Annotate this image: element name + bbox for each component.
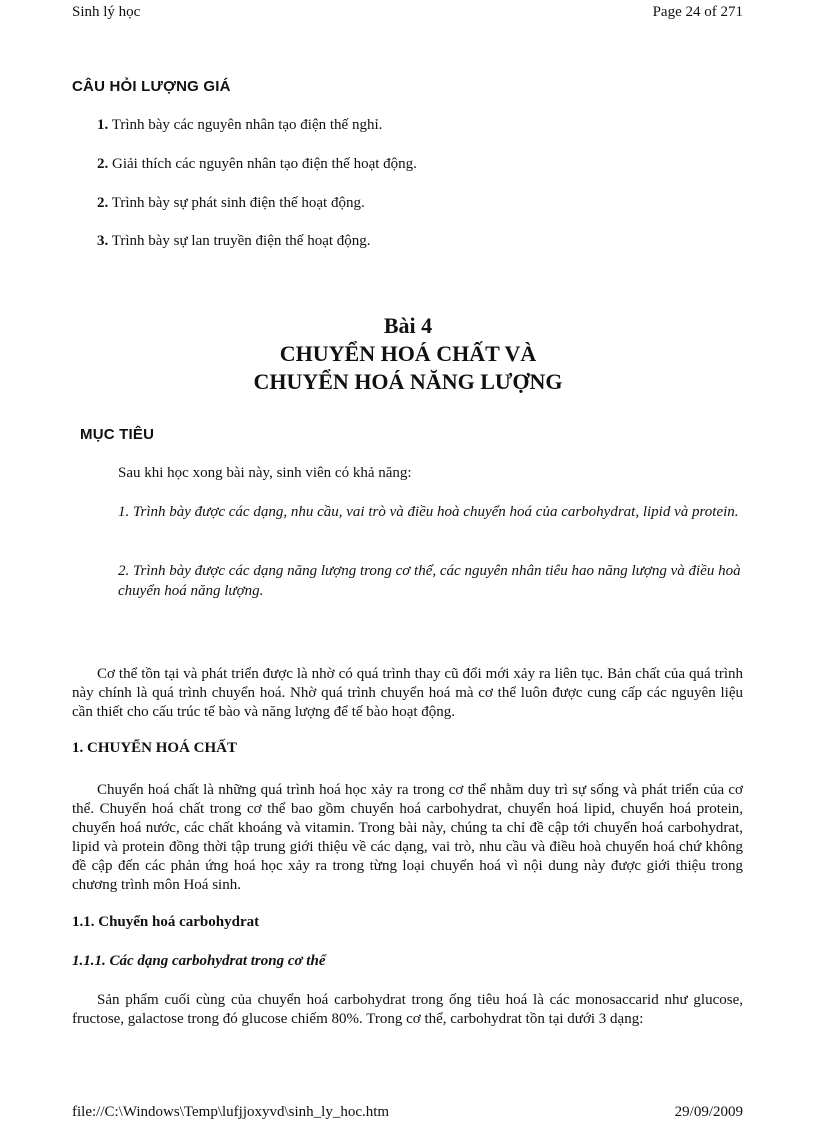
subsubsection-heading: 1.1.1. Các dạng carbohydrat trong cơ thể [72,953,326,969]
section-paragraph: Chuyển hoá chất là những quá trình hoá học xảy ra trong cơ thể nhằm duy trì sự sống và phát triển của cơ thể. Chuyển hoá chất trong cơ thể bao gồm chuyển hoá carbohydrat, chuyển hoá lipid, chuyển hoá protein, chuyển hoá nước, các chất khoáng và vitamin. Trong bài này, chúng ta chỉ đề cập tới chuyển hoá carbohydrat, lipid và protein đồng thời tập trung giới thiệu về các dạng, vai trò, nhu cầu và điều hoà chuyển hoá chứ không đề cập đến các phản ứng hoá học xảy ra trong từng loại chuyển hoá vì nội dung này được giới thiệu trong chương trình môn Hoá sinh. [72,782,743,893]
question-item [97,117,382,134]
subsection-heading: 1.1. Chuyển hoá carbohydrat [72,914,260,930]
question-text: Trình bày sự lan truyền điện thế hoạt động. [108,233,371,249]
header-title: Sinh lý học [72,4,141,20]
print-date: 29/09/2009 [674,1104,743,1120]
objective-item: 1. Trình bày được các dạng, nhu cầu, vai trò và điều hoà chuyển hoá của carbohydrat, lipid và protein. [118,504,739,520]
lesson-number: Bài 4 [383,313,433,338]
question-item [97,233,371,250]
question-text: Trình bày các nguyên nhân tạo điện thế nghỉ. [108,117,383,133]
objectives-heading: MỤC TIÊU [80,426,155,443]
intro-paragraph: Cơ thể tồn tại và phát triển được là nhờ có quá trình thay cũ đổi mới xảy ra liên tục. Bản chất của quá trình này chính là quá trình chuyển hoá. Nhờ quá trình chuyển hoá mà cơ thể luôn được cung cấp các nguyên liệu cần thiết cho cấu trúc tế bào và năng lượng để tế bào hoạt động. [72,666,743,720]
page-number: Page 24 of 271 [652,4,743,20]
question-number: 3. [97,233,109,249]
objectives-intro: Sau khi học xong bài này, sinh viên có khả năng: [118,465,412,481]
subsection-paragraph: Sản phẩm cuối cùng của chuyển hoá carbohydrat trong ống tiêu hoá là các monosaccarid như glucose, fructose, galactose trong đó glucose chiếm 80%. Trong cơ thể, carbohydrat tồn tại dưới 3 dạng: [72,992,743,1027]
question-item [97,156,417,173]
question-number: 2. [97,156,109,172]
question-item [97,195,365,212]
question-text: Giải thích các nguyên nhân tạo điện thế hoạt động. [108,156,417,172]
question-text: Trình bày sự phát sinh điện thế hoạt động. [108,195,365,211]
section-heading: 1. CHUYỂN HOÁ CHẤT [72,740,238,756]
lesson-title-line2: CHUYỂN HOÁ NĂNG LƯỢNG [253,369,563,394]
questions-heading: CÂU HỎI LƯỢNG GIÁ [72,78,231,95]
objective-item: 2. Trình bày được các dạng năng lượng trong cơ thể, các nguyên nhân tiêu hao năng lượng và điều hoà chuyển hoá năng lượng. [118,563,741,599]
lesson-title-line1: CHUYỂN HOÁ CHẤT VÀ [279,341,537,366]
file-path: file://C:\Windows\Temp\lufjjoxyvd\sinh_ly_hoc.htm [72,1104,390,1120]
question-number: 1. [97,117,109,133]
question-number: 2. [97,195,109,211]
